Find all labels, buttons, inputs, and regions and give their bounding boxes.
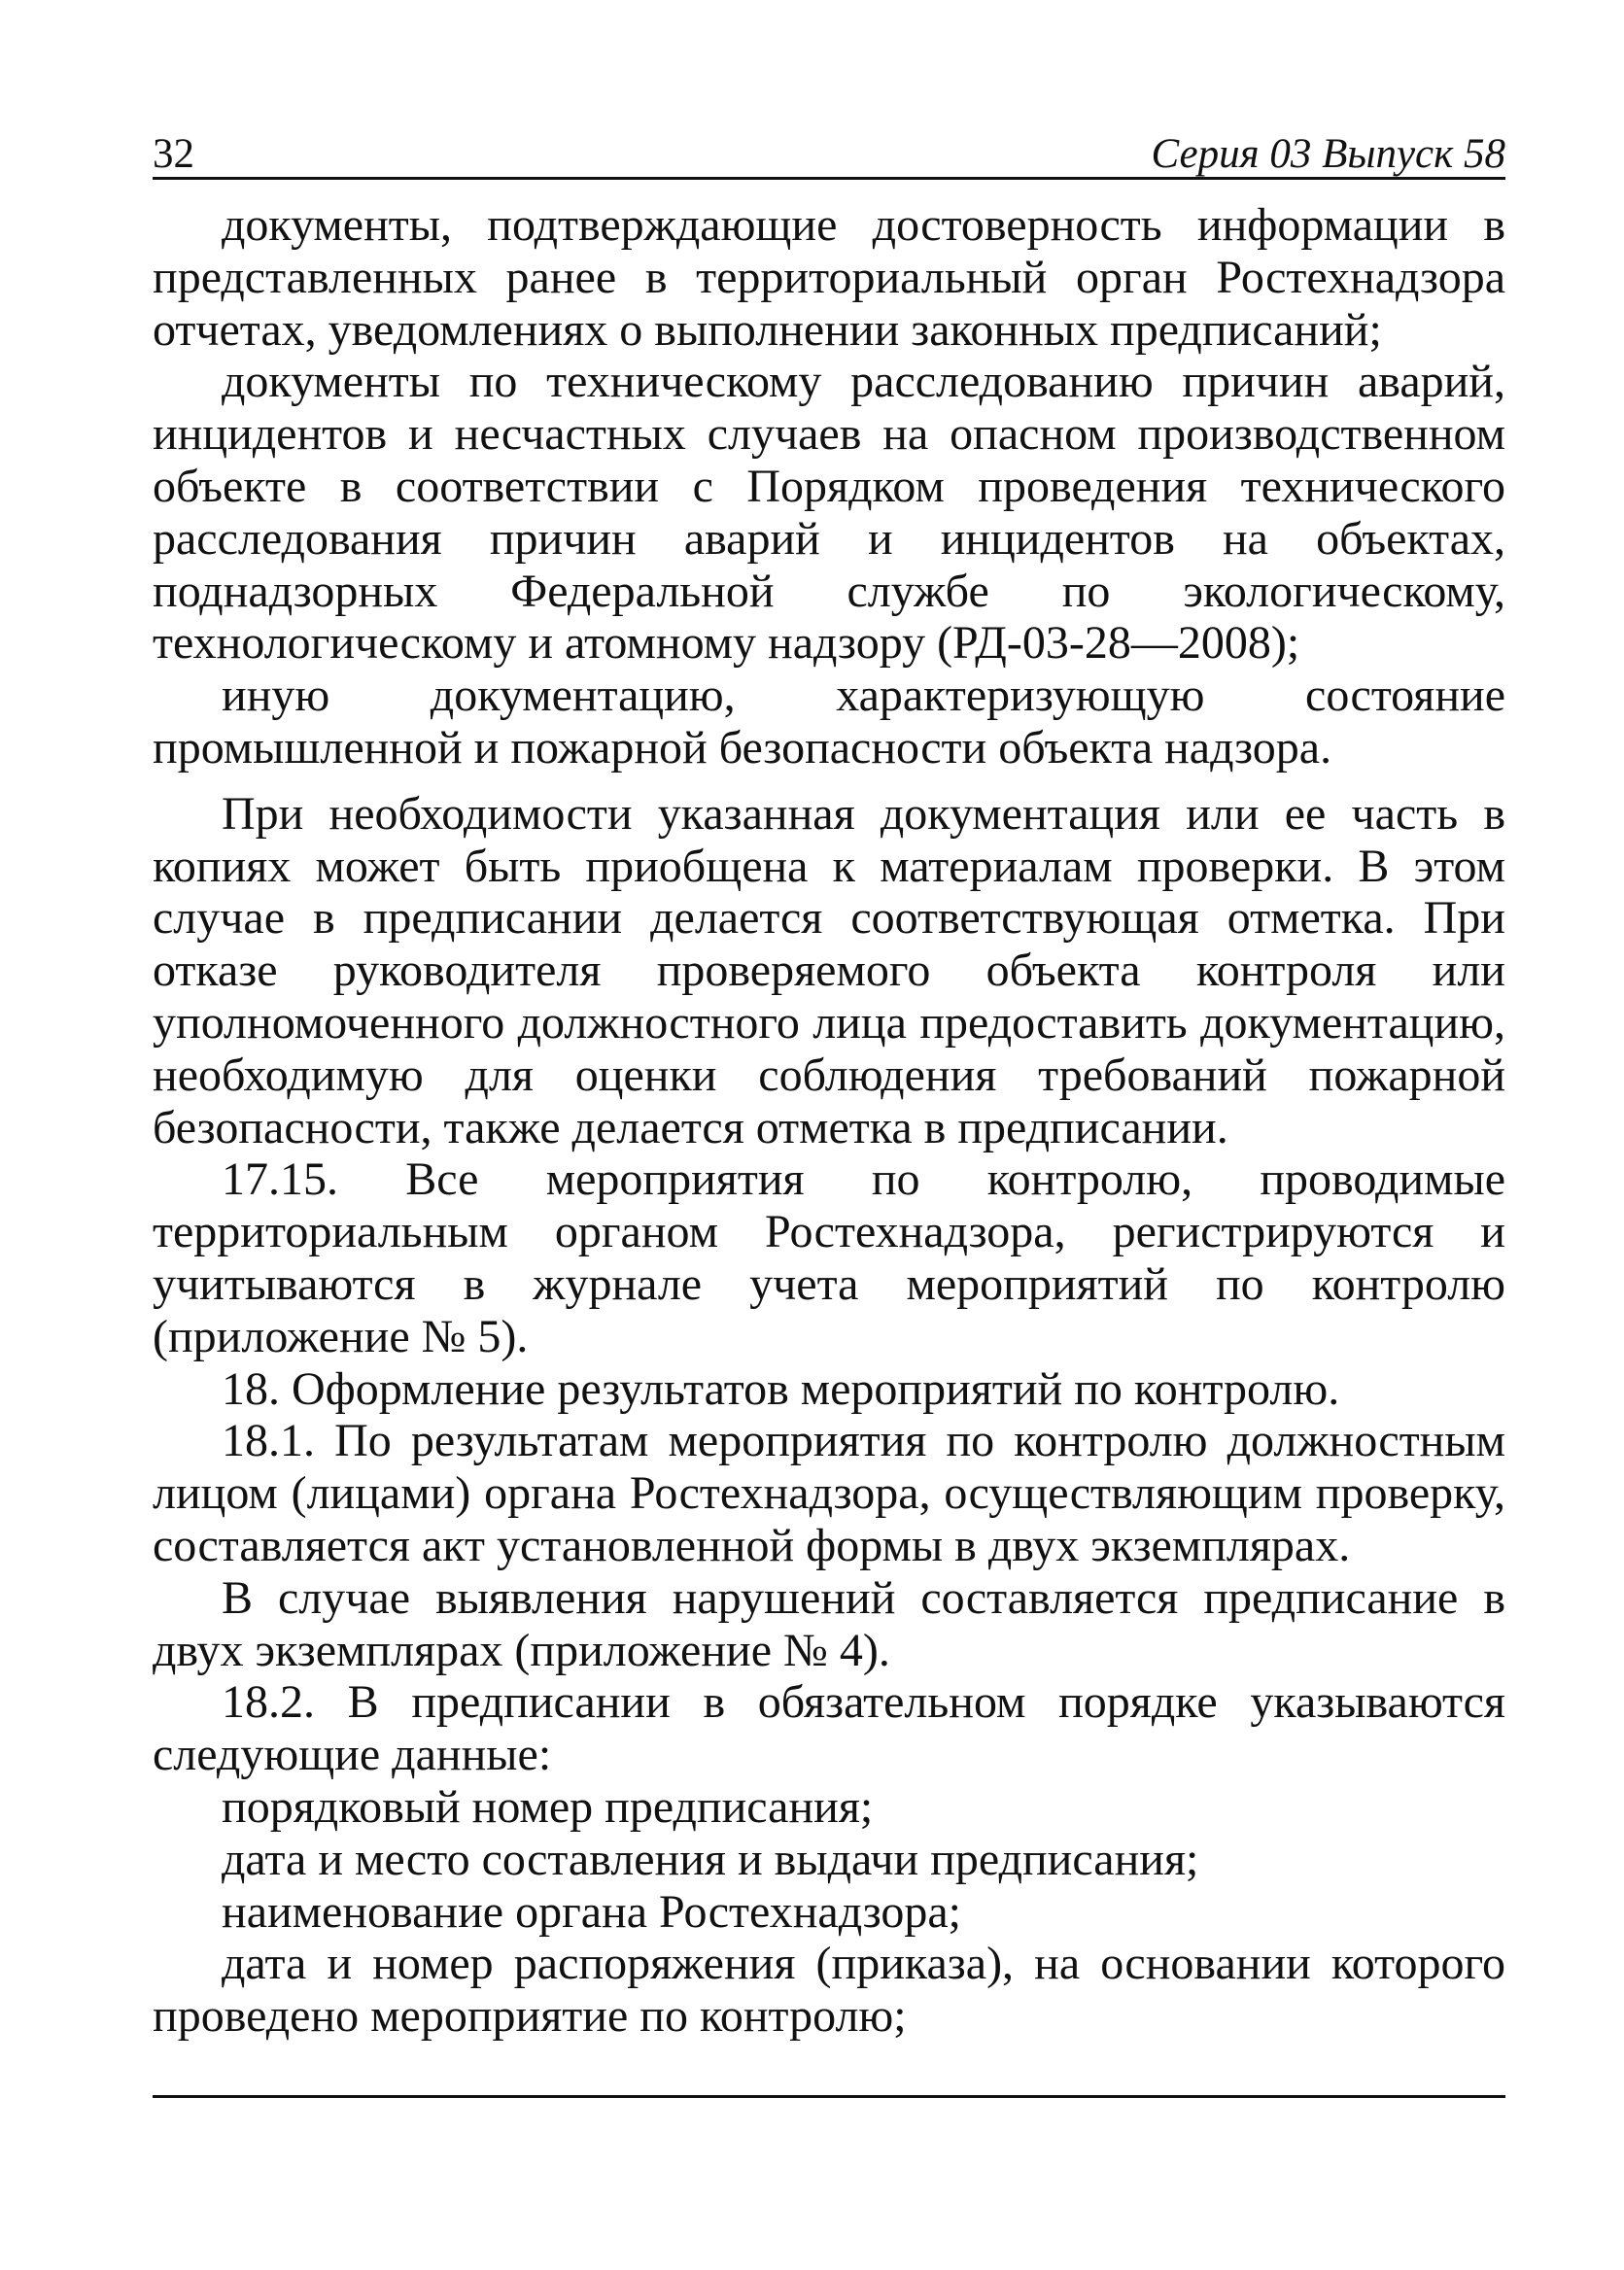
paragraph: документы по техническому расследованию причин аварий, инцидентов и несчастных случаев на опасном производственном объекте в соответствии с Порядком проведения технического расследования причин аварий и инцидентов на объектах, поднадзорных Федеральной службе по экологическому, технологическому и атомному надзору (РД-03-28—2008);	[153, 356, 1505, 670]
section-heading: 18. Оформление результатов мероприятий по контролю.	[222, 1362, 1340, 1415]
list-item: наименование органа Ростехнадзора;	[222, 1885, 962, 1938]
list-item: порядковый номер предписания;	[222, 1780, 874, 1833]
footer-rule	[153, 2095, 1505, 2098]
paragraph: иную документацию, характеризующую состояние промышленной и пожарной безопасности объекта надзора.	[153, 670, 1505, 774]
list-item: дата и место составления и выдачи предписания;	[222, 1833, 1199, 1885]
paragraph: документы, подтверждающие достоверность информации в представленных ранее в территориальный орган Ростехнадзора отчетах, уведомлениях о выполнении законных предписаний;	[153, 199, 1505, 356]
running-head: Серия 03 Выпуск 58	[1151, 131, 1505, 177]
paragraph: 18.1. По результатам мероприятия по контролю должностным лицом (лицами) органа Ростехнадзора, осуществляющим проверку, составляется акт установленной формы в двух экземплярах.	[153, 1415, 1505, 1571]
paragraph: При необходимости указанная документация или ее часть в копиях может быть приобщена к материалам проверки. В этом случае в предписании делается соответствующая отметка. При отказе руководителя проверяемого объекта контроля или уполномоченного должностного лица предоставить документацию, необходимую для оценки соблюдения требований пожарной безопасности, также делается отметка в предписании.	[153, 787, 1505, 1153]
paragraph: В случае выявления нарушений составляется предписание в двух экземплярах (приложение № 4).	[153, 1571, 1505, 1676]
paragraph: 17.15. Все мероприятия по контролю, проводимые территориальным органом Ростехнадзора, регистрируются и учитываются в журнале учета мероприятий по контролю (приложение № 5).	[153, 1153, 1505, 1362]
page-header	[153, 126, 1505, 180]
paragraph: 18.2. В предписании в обязательном порядке указываются следующие данные:	[153, 1676, 1505, 1781]
page-number: 32	[153, 131, 194, 177]
list-item: дата и номер распоряжения (приказа), на основании которого проведено мероприятие по контролю;	[153, 1938, 1505, 2043]
body-text	[153, 199, 1505, 2043]
